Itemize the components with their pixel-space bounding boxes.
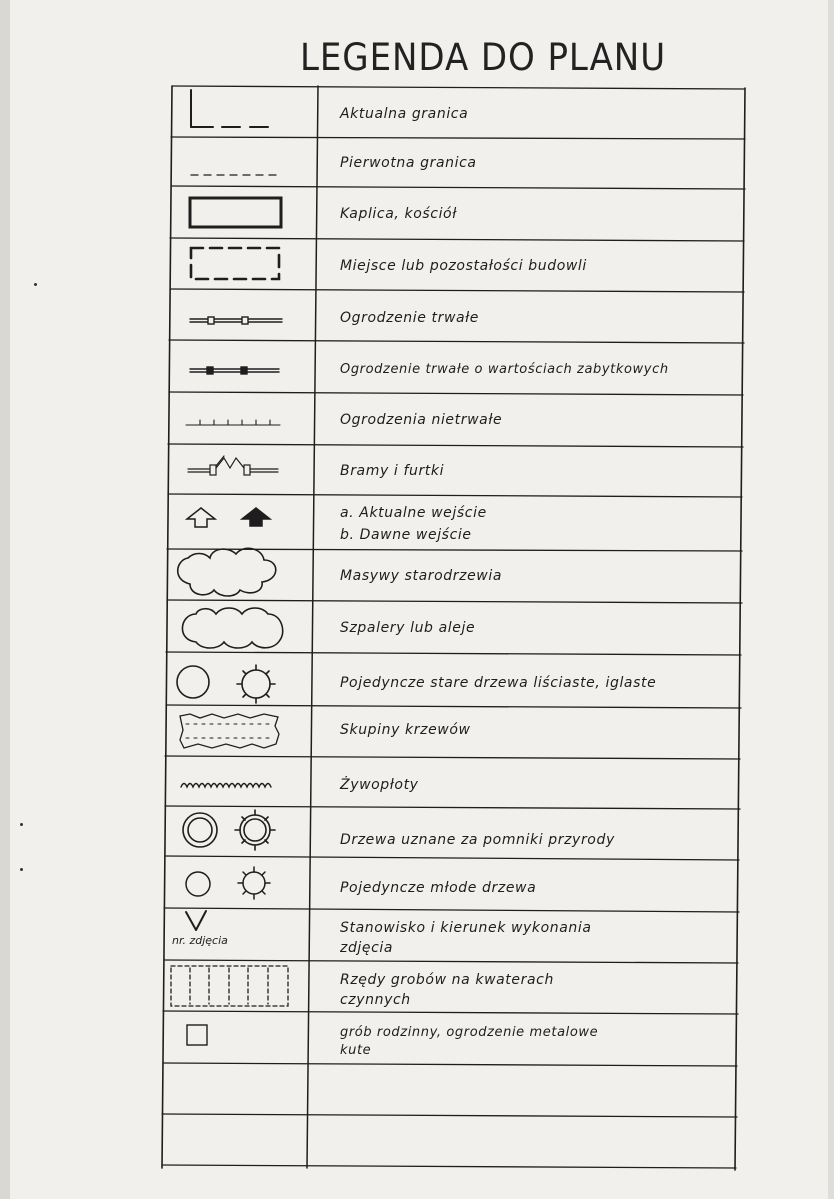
current-boundary-icon [191,90,268,127]
natural-monument-trees-icon [183,810,275,850]
legend-row-label: Szpalery lub aleje [340,620,476,636]
grave-rows-label-line1: Rzędy grobów na kwaterach [340,972,554,988]
legend-row-label: Pojedyncze stare drzewa liściaste, iglaste [340,675,657,691]
legend-row-label: Skupiny krzewów [340,722,471,738]
photo-label-line2: zdjęcia [340,940,394,956]
family-grave-label-line2: kute [340,1043,372,1058]
entrance-current-label: a. Aktualne wejście [340,505,487,521]
legend-row-label: Bramy i furtki [340,463,445,479]
legend-row-label: Aktualna granica [340,106,469,122]
legend-row-label [340,918,745,958]
chapel-icon [190,198,281,227]
legend-row-label: Pierwotna granica [340,155,477,171]
single-old-trees-icon [177,665,275,703]
old-tree-mass-icon [178,548,276,596]
legend-row-label: Miejsce lub pozostałości budowli [340,258,587,274]
gate-icon [188,456,278,475]
legend-row-label: Drzewa uznane za pomniki przyrody [340,832,615,848]
legend-row-label: Kaplica, kościół [340,206,457,222]
entrance-arrows-icon [187,508,270,527]
legend-row-label: Ogrodzenie trwałe o wartościach zabytkowych [340,362,669,377]
temporary-fence-icon [186,420,280,425]
legend-row-label: Żywopłoty [340,777,419,793]
legend-row-label [340,1024,745,1060]
legend-row-label: Ogrodzenia nietrwałe [340,412,503,428]
shrub-group-icon [180,714,279,748]
column-divider [307,86,318,1168]
entrance-former-label: b. Dawne wejście [340,527,472,543]
tree-row-icon [182,608,282,648]
hedge-icon [181,784,271,788]
legend-row-label: Pojedyncze młode drzewa [340,880,537,896]
building-remains-icon [191,248,279,279]
page-title: LEGENDA DO PLANU [300,36,667,79]
legend-row-label [340,970,745,1010]
young-trees-icon [186,867,270,899]
family-grave-icon [187,1025,207,1045]
grave-rows-label-line2: czynnych [340,992,411,1008]
legend-row-label [340,502,745,546]
photo-position-icon [186,911,206,930]
legend-row-label: Masywy starodrzewia [340,568,503,584]
grave-rows-icon [171,966,288,1006]
scan-speck [20,823,23,826]
photo-label-line1: Stanowisko i kierunek wykonania [340,920,592,936]
photo-number-caption: nr. zdjęcia [172,934,228,947]
scan-speck [34,283,37,286]
historic-fence-icon [190,367,279,374]
scan-speck [20,868,23,871]
legend-row-label: Ogrodzenie trwałe [340,310,480,326]
family-grave-label-line1: grób rodzinny, ogrodzenie metalowe [340,1025,599,1040]
permanent-fence-icon [190,317,282,324]
